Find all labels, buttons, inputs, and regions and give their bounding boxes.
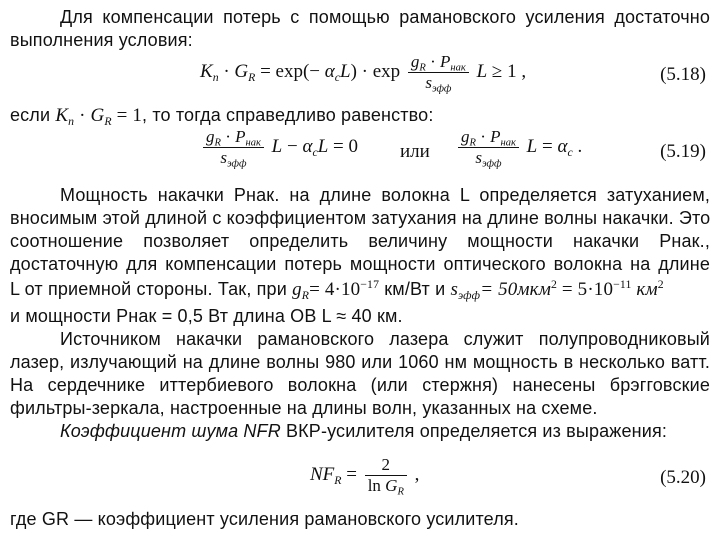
- text-line: фильтры-зеркала, настроенные на длины волн, указанных на схеме.: [10, 398, 598, 418]
- text-line: соотношение позволяет определить величину мощности накачки Pнак.,: [10, 231, 710, 251]
- equation-5-19-left: $\frac{g_R \cdot P_{нак}}{s_{эфф}}$ $L - \alpha_сL = 0$: [200, 127, 358, 168]
- text-line: Источником накачки рамановского лазера служит полупроводниковый: [60, 329, 710, 349]
- text-line: достаточную для компенсации потерь мощности оптического волокна на длине: [10, 254, 710, 274]
- or-word: или: [400, 141, 430, 162]
- text-line: если $K_п \cdot G_R = 1$, то тогда справедливо равенство:: [10, 105, 434, 129]
- equation-5-19-right: $\frac{g_R \cdot P_{нак}}{s_{эфф}}$ $L = \alpha_с$ .: [455, 127, 582, 168]
- text-line: На сердечнике иттербиевого волокна (или стержня) нанесены брэгговские: [10, 375, 710, 395]
- text-line: Коэффициент шума NFR ВКР-усилителя определяется из выражения:: [60, 421, 667, 441]
- equation-5-18: $K_п \cdot G_R = \exp(- \alpha_сL) \cdot \exp$ $\frac{g_R \cdot P_{нак}}{s_{эфф}}$ L ≥ 1 ,: [200, 52, 527, 95]
- text-line: вносимым этой длиной с коэффициентом затухания на длине волны накачки. Это: [10, 208, 711, 228]
- text-line: Для компенсации потерь с помощью рамановского усиления достаточно: [60, 7, 710, 27]
- text-line: Мощность накачки Pнак. на длине волокна L определяется затуханием,: [60, 185, 710, 205]
- text-line: L от приемной стороны. Так, при $g_R= 4\cdot 10^{-17}$ км/Вт и $s_{эфф}= 50мкм^2 = 5\cdot 10^{-11}$ $км^2$: [10, 277, 664, 303]
- text-line: и мощности Pнак = 0,5 Вт длина ОВ L ≈ 40 км.: [10, 306, 403, 326]
- equation-5-20: $NF_R$ = $\frac{2}{\ln G_R}$ ,: [310, 455, 420, 498]
- text-line: выполнения условия:: [10, 30, 193, 50]
- text-line: лазер, излучающий на длине волны 980 или 1060 нм мощность в несколько ватт.: [10, 352, 710, 372]
- equation-number: (5.20): [660, 467, 706, 488]
- equation-number: (5.18): [660, 64, 706, 85]
- text-line: где GR — коэффициент усиления рамановского усилителя.: [10, 509, 519, 529]
- equation-number: (5.19): [660, 141, 706, 162]
